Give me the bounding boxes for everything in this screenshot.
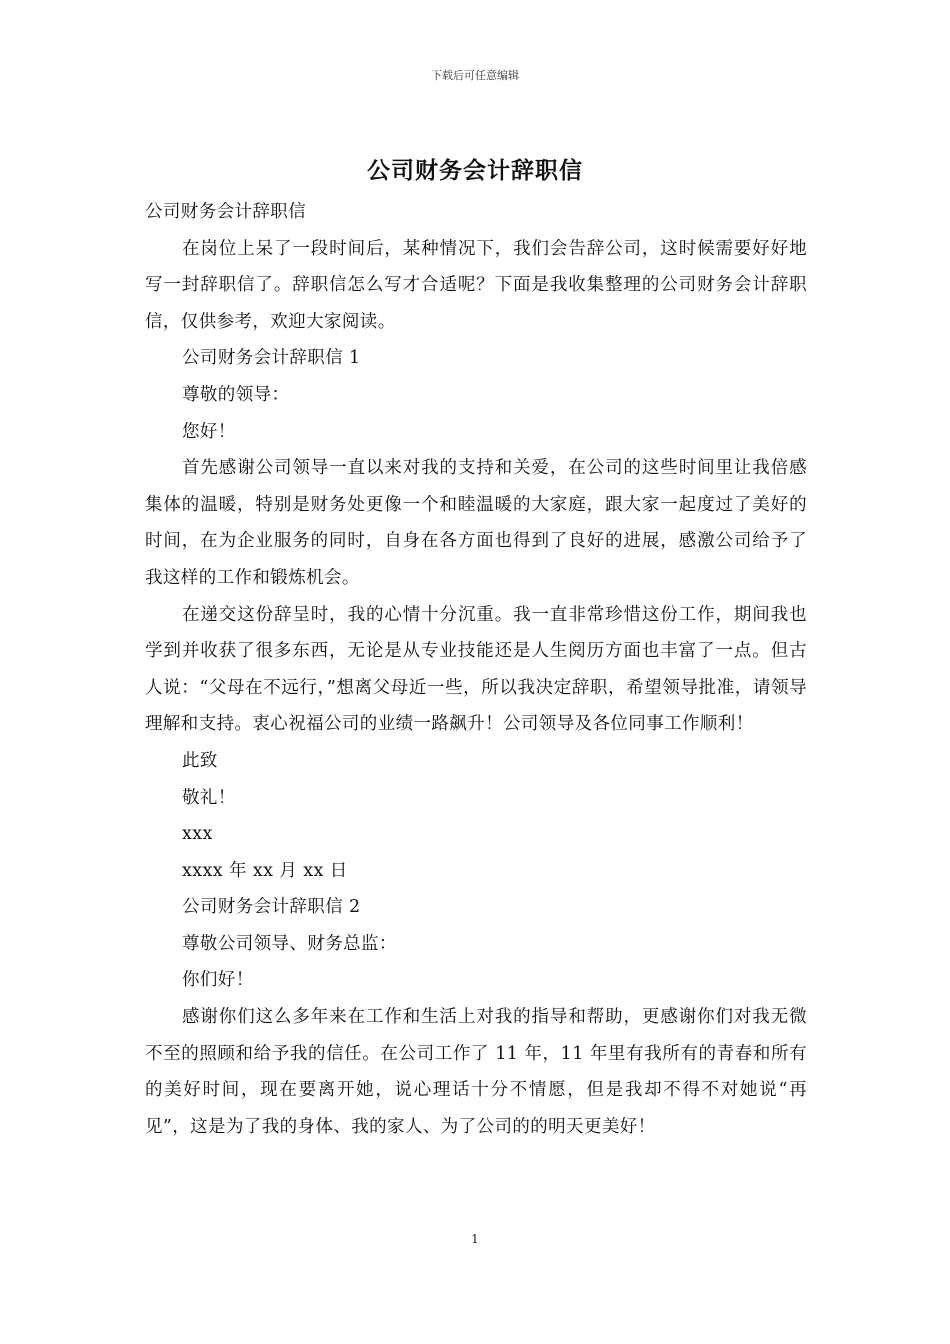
letter-heading-1: 公司财务会计辞职信 1 bbox=[182, 348, 361, 369]
subtitle-line: 公司财务会计辞职信 bbox=[145, 202, 307, 222]
body-paragraph: 在递交这份辞呈时，我的心情十分沉重。我一直非常珍惜这份工作，期间我也学到并收获了很多东西，无论是从专业技能还是人生阅历方面也丰富了一点。但古人说：“父母在不远行，”想离父母近一些，所以我决定辞职，希望领导批准，请领导理解和支持。衷心祝福公司的业绩一路飙升！公司领导及各位同事工作顺利！ bbox=[145, 604, 807, 735]
document-body bbox=[145, 194, 807, 1145]
document-title: 公司财务会计辞职信 bbox=[367, 157, 583, 184]
salutation-2: 尊敬公司领导、财务总监： bbox=[182, 933, 397, 954]
greeting-1: 您好！ bbox=[182, 421, 236, 442]
closing-line: 敬礼！ bbox=[182, 787, 236, 808]
greeting-2: 你们好！ bbox=[182, 970, 254, 991]
body-paragraph: 首先感谢公司领导一直以来对我的支持和关爱，在公司的这些时间里让我倍感集体的温暖，特别是财务处更像一个和睦温暖的大家庭，跟大家一起度过了美好的时间，在为企业服务的同时，自身在各方面也得到了良好的进展，感激公司给予了我这样的工作和锻炼机会。 bbox=[145, 458, 807, 588]
header-note: 下载后可任意编辑 bbox=[431, 69, 519, 82]
signature-name: xxx bbox=[182, 824, 213, 845]
page-number: 1 bbox=[471, 1232, 479, 1246]
body-paragraph: 感谢你们这么多年来在工作和生活上对我的指导和帮助，更感谢你们对我无微不至的照顾和给予我的信任。在公司工作了 11 年，11 年里有我所有的青春和所有的美好时间，现在要离开她，说心理话十分不情愿，但是我却不得不对她说“再见”，这是为了我的身体、我的家人、为了公司的的明天更美好！ bbox=[145, 1007, 807, 1137]
letter-heading-2: 公司财务会计辞职信 2 bbox=[182, 897, 361, 918]
signature-date: xxxx 年 xx 月 xx 日 bbox=[182, 860, 348, 881]
salutation-1: 尊敬的领导： bbox=[182, 384, 290, 405]
closing-line: 此致 bbox=[182, 750, 218, 771]
intro-paragraph: 在岗位上呆了一段时间后，某种情况下，我们会告辞公司，这时候需要好好地写一封辞职信了。辞职信怎么写才合适呢？下面是我收集整理的公司财务会计辞职信，仅供参考，欢迎大家阅读。 bbox=[145, 238, 807, 332]
